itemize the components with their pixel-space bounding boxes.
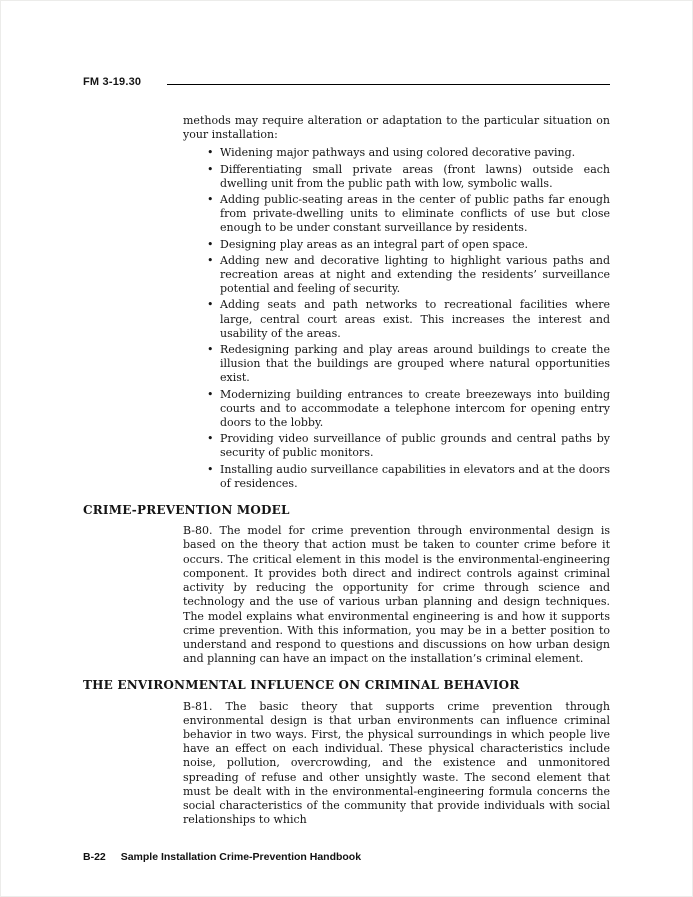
header-rule <box>167 84 610 85</box>
paragraph-b81: B-81. The basic theory that supports crime prevention through environmental design is that urban environments can influence criminal behavior in two ways. First, the physical surroundings in which people live have an effect on each individual. These physical characteristics include noise, pollution, overcrowding, and the existence and unmonitored spreading of refuse and other unsightly waste. The second element that must be dealt with in the environmental-engineering formula concerns the social characteristics of the community that provide individuals with social relationships to which <box>183 699 610 827</box>
bullet-item: • Adding seats and path networks to recreational facilities where large, central court areas exist. This increases the interest and usability of the areas. <box>220 298 610 341</box>
paragraph-b80: B-80. The model for crime prevention through environmental design is based on the theory that action must be taken to counter crime before it occurs. The critical element in this model is the environmental-engineering component. It provides both direct and indirect controls against criminal activity by reducing the opportunity for crime through science and technology and the use of various urban planning and design techniques. The model explains what environmental engineering is and how it supports crime prevention. With this information, you may be in a better position to understand and respond to questions and discussions on how urban design and planning can have an impact on the installation’s criminal element. <box>183 524 610 666</box>
doc-id: FM 3-19.30 <box>83 76 142 88</box>
page-content <box>83 114 610 827</box>
bullet-item: • Designing play areas as an integral part of open space. <box>220 238 610 252</box>
bullet-item: • Widening major pathways and using colored decorative paving. <box>220 146 610 160</box>
section-heading-crime-prevention-model: CRIME-PREVENTION MODEL <box>83 503 290 518</box>
page-header <box>83 76 610 88</box>
section-heading-environmental-influence: THE ENVIRONMENTAL INFLUENCE ON CRIMINAL BEHAVIOR <box>83 678 520 693</box>
footer-page-number: B-22 <box>83 851 106 863</box>
bullet-item: • Adding new and decorative lighting to highlight various paths and recreation areas at night and extending the residents’ surveillance potential and feeling of security. <box>220 254 610 297</box>
bullet-item: • Modernizing building entrances to create breezeways into building courts and to accommodate a telephone intercom for opening entry doors to the lobby. <box>220 388 610 431</box>
page-footer <box>83 851 361 863</box>
bullet-item: • Redesigning parking and play areas around buildings to create the illusion that the buildings are grouped where natural opportunities exist. <box>220 343 610 386</box>
intro-paragraph: methods may require alteration or adaptation to the particular situation on your installation: <box>183 114 610 142</box>
footer-handbook-title: Sample Installation Crime-Prevention Handbook <box>120 851 362 863</box>
bullet-item: • Differentiating small private areas (front lawns) outside each dwelling unit from the public path with low, symbolic walls. <box>220 163 610 191</box>
bullet-item: • Adding public-seating areas in the center of public paths far enough from private-dwelling units to eliminate conflicts of use but close enough to be under constant surveillance by residents. <box>220 193 610 236</box>
bullet-item: • Installing audio surveillance capabilities in elevators and at the doors of residences. <box>220 463 610 491</box>
bullet-item: • Providing video surveillance of public grounds and central paths by security of public monitors. <box>220 432 610 460</box>
bullet-list <box>83 146 610 491</box>
